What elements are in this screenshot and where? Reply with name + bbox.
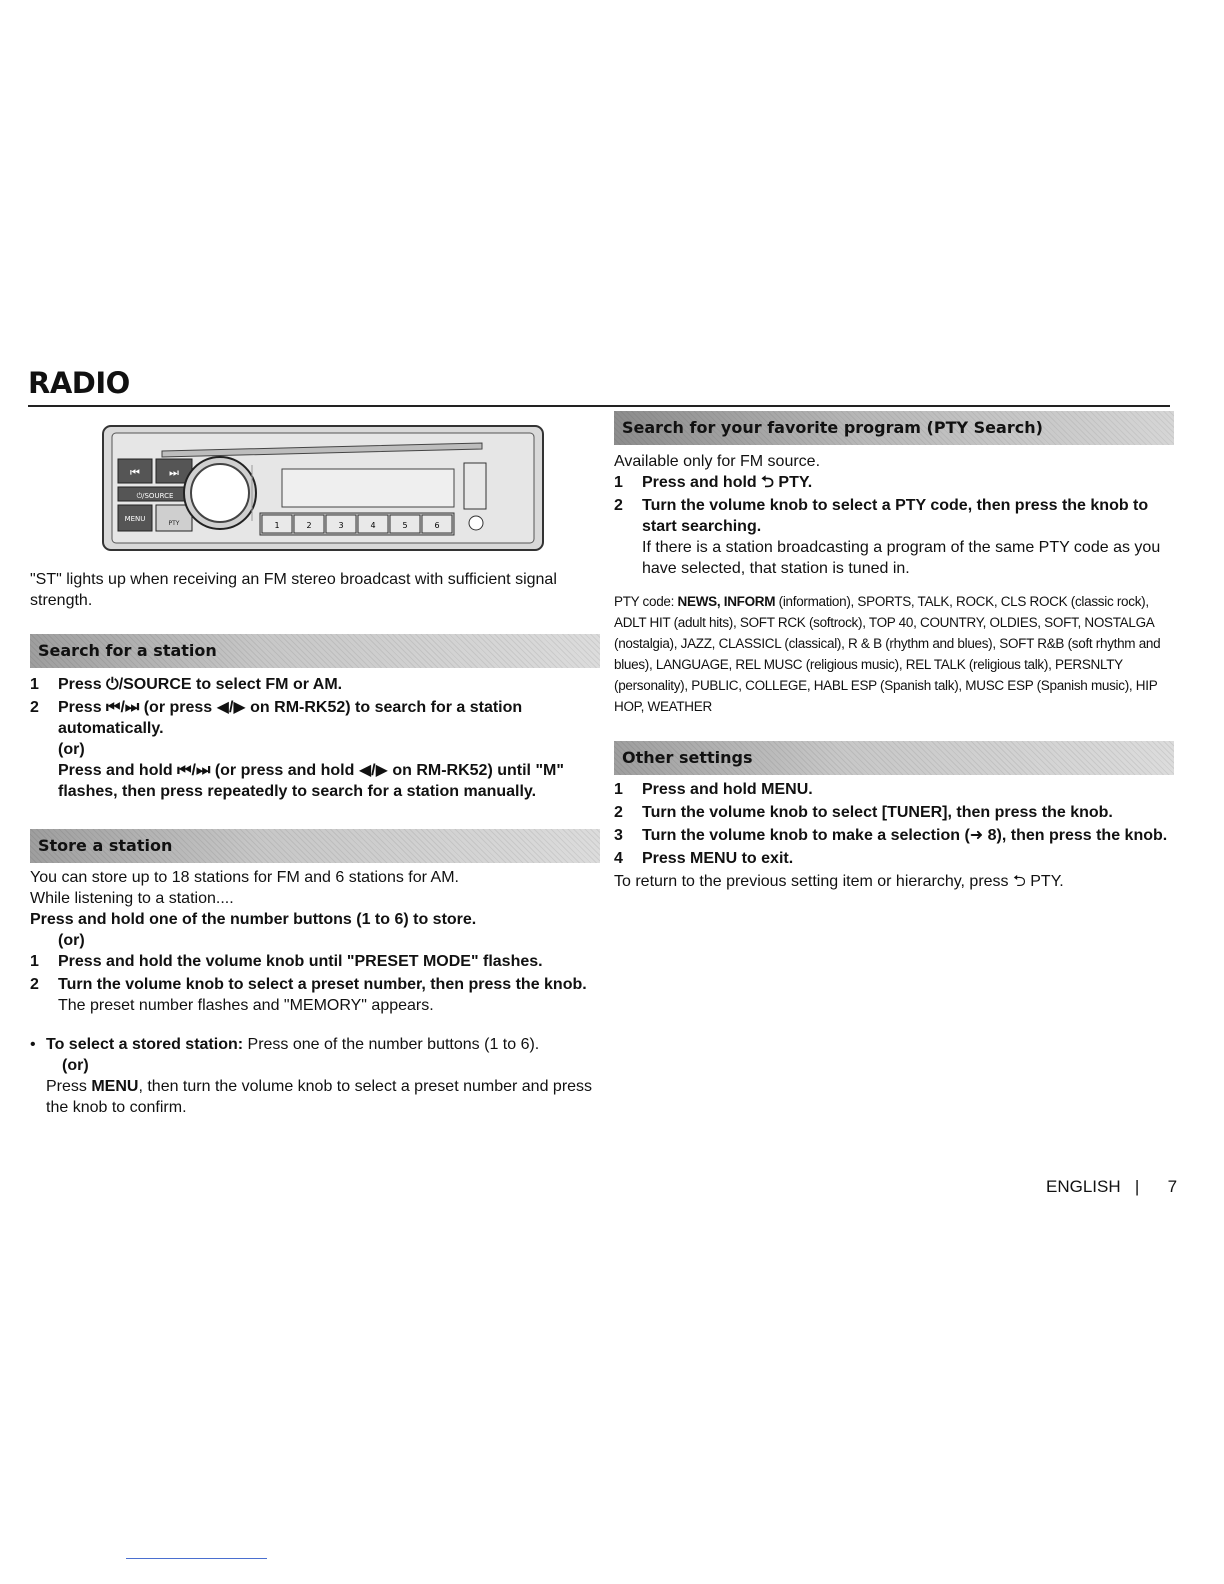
search-station-heading: Search for a station xyxy=(30,634,600,668)
footer-language: ENGLISH xyxy=(1046,1177,1121,1196)
prev-label: ⏮ xyxy=(130,466,140,479)
store-station-body: You can store up to 18 stations for FM and 6 stations for AM. While listening to a station.... Press and hold one of the number buttons (1 to 6) to store. (or) 1 Press and hold the volume knob until "PRESET MODE" flashes. 2 Turn the volume knob to select a preset number, then press the knob. The preset number flashes and "MEMORY" appears. • To select a stored station: Press one of the number buttons (1 to 6). (or) Press MENU, then turn the volume knob to select a preset number and press the knob to confirm. xyxy=(30,867,600,1118)
preset-label: 1 xyxy=(274,521,280,530)
preset-label: 6 xyxy=(434,521,440,530)
pty-intro: Available only for FM source. xyxy=(614,453,821,470)
list-item: 4 Press MENU to exit. xyxy=(614,850,794,867)
other-settings-steps xyxy=(614,779,1174,869)
car-stereo-illustration xyxy=(102,425,544,555)
list-item: 3 Turn the volume knob to make a selection (➜ 8), then press the knob. xyxy=(614,827,1168,844)
pty-label: PTY xyxy=(168,520,180,527)
page-footer xyxy=(1046,1177,1177,1197)
display-window xyxy=(282,469,454,507)
stored-station-bullet: • To select a stored station: Press one of the number buttons (1 to 6). (or) Press MENU, then turn the volume knob to select a preset number and press the knob to confirm. xyxy=(30,1036,593,1116)
car-stereo-svg xyxy=(102,425,544,555)
pty-steps xyxy=(614,472,1174,579)
list-item: 2 Turn the volume knob to select a preset number, then press the knob. The preset number flashes and "MEMORY" appears. xyxy=(30,976,587,1014)
pty-codes: PTY code: NEWS, INFORM (information), SPORTS, TALK, ROCK, CLS ROCK (classic rock), ADLT HIT (adult hits), SOFT RCK (softrock), TOP 40, COUNTRY, OLDIES, SOFT, NOSTALGA (nostalgia), JAZZ, CLASSICL (classical), R & B (rhythm and blues), SOFT R&B (soft rhythm and blues), LANGUAGE, REL MUSC (religious music), REL TALK (religious talk), PERSNLTY (personality), PUBLIC, COLLEGE, HABL ESP (Spanish talk), MUSC ESP (Spanish music), HIP HOP, WEATHER xyxy=(614,594,1161,714)
menu-label: MENU xyxy=(124,515,146,523)
pty-search-heading: Search for your favorite program (PTY Search) xyxy=(614,411,1174,445)
list-item: 1 Press and hold MENU. xyxy=(614,781,813,798)
left-column xyxy=(30,425,600,1118)
list-item: 2 Press ⏮/⏭ (or press ◀/▶ on RM-RK52) to search for a station automatically. (or) Press and hold ⏮/⏭ (or press and hold ◀/▶ on RM-RK52) until "M" flashes, then press repeatedly to search for a station manually. xyxy=(30,699,564,800)
preset-label: 4 xyxy=(370,521,376,530)
search-station-steps xyxy=(30,674,600,802)
return-note: To return to the previous setting item or hierarchy, press ⮌ PTY. xyxy=(614,873,1064,890)
title-rule xyxy=(28,405,1170,407)
right-column xyxy=(614,411,1174,892)
source-label: ⏻/SOURCE xyxy=(136,492,174,500)
scan-line xyxy=(126,1558,267,1559)
footer-separator: | xyxy=(1134,1177,1140,1196)
list-item: 2 Turn the volume knob to select a PTY code, then press the knob to start searching. If there is a station broadcasting a program of the same PTY code as you have selected, that station is tuned in. xyxy=(614,497,1161,577)
list-item: 1 Press and hold the volume knob until "PRESET MODE" flashes. xyxy=(30,953,543,970)
preset-label: 5 xyxy=(402,521,408,530)
release-button xyxy=(464,463,486,509)
st-caption: "ST" lights up when receiving an FM stereo broadcast with sufficient signal strength. xyxy=(30,571,557,609)
page-number: 7 xyxy=(1167,1177,1178,1196)
store-station-heading: Store a station xyxy=(30,829,600,863)
list-item: 1 Press and hold ⮌ PTY. xyxy=(614,474,813,491)
list-item: 1 Press ⏻/SOURCE to select FM or AM. xyxy=(30,676,343,693)
next-label: ⏭ xyxy=(169,466,179,479)
preset-label: 2 xyxy=(306,521,312,530)
page-title: RADIO xyxy=(28,366,130,400)
other-settings-heading: Other settings xyxy=(614,741,1174,775)
aux-jack xyxy=(469,516,483,530)
preset-label: 3 xyxy=(338,521,344,530)
list-item: 2 Turn the volume knob to select [TUNER], then press the knob. xyxy=(614,804,1113,821)
